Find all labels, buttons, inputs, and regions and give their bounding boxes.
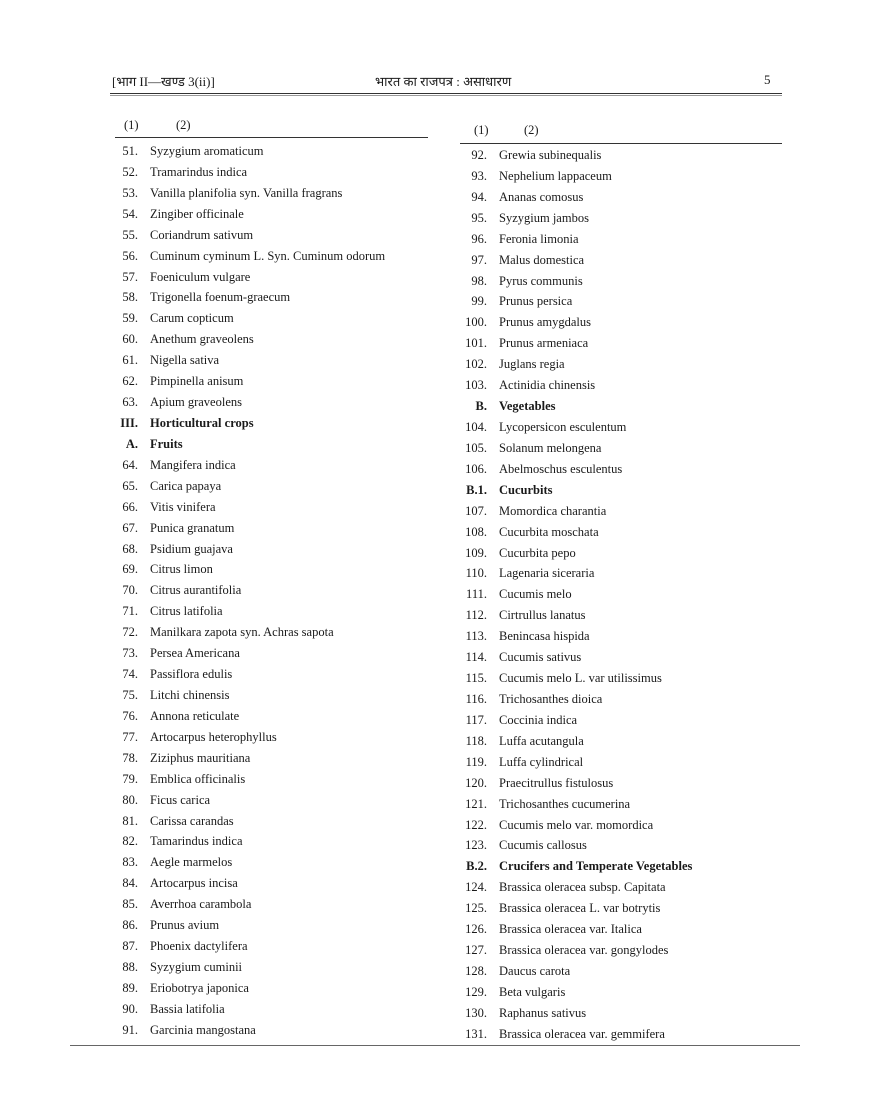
species-name: Benincasa hispida bbox=[499, 629, 590, 644]
item-number: 120. bbox=[465, 775, 487, 790]
item-number: 123. bbox=[465, 838, 487, 853]
list-item bbox=[112, 706, 432, 727]
item-number: A. bbox=[125, 436, 138, 451]
item-number: 128. bbox=[465, 963, 487, 978]
item-number: 119. bbox=[465, 754, 487, 769]
left-column-list bbox=[112, 141, 432, 1041]
list-item bbox=[460, 501, 790, 522]
item-number: 107. bbox=[465, 503, 487, 518]
item-number: 74. bbox=[122, 667, 138, 682]
species-name: Persea Americana bbox=[150, 646, 240, 661]
species-name: Citrus aurantifolia bbox=[150, 583, 242, 598]
species-name: Lagenaria siceraria bbox=[499, 566, 595, 581]
species-name: Citrus limon bbox=[150, 562, 213, 577]
item-number: 92. bbox=[471, 148, 487, 162]
item-number: 101. bbox=[465, 336, 487, 351]
species-name: Psidium guajava bbox=[150, 541, 233, 556]
item-number: 117. bbox=[465, 712, 487, 727]
item-number: 55. bbox=[122, 227, 138, 242]
list-item bbox=[112, 873, 432, 894]
item-number: 54. bbox=[122, 206, 138, 221]
item-number: 127. bbox=[465, 943, 487, 958]
right-column-header-2: (2) bbox=[524, 123, 539, 137]
species-name: Pyrus communis bbox=[499, 273, 583, 288]
item-number: 91. bbox=[122, 1022, 138, 1037]
item-number: 79. bbox=[122, 771, 138, 786]
item-number: 121. bbox=[465, 796, 487, 811]
list-item bbox=[112, 476, 432, 497]
species-name: Carica papaya bbox=[150, 478, 222, 493]
list-item bbox=[112, 559, 432, 580]
header-rule bbox=[110, 93, 782, 94]
list-item bbox=[460, 961, 790, 982]
item-number: 86. bbox=[122, 918, 138, 933]
item-number: 63. bbox=[122, 395, 138, 410]
species-name: Cucurbita moschata bbox=[499, 524, 599, 539]
list-item bbox=[112, 580, 432, 601]
section-heading bbox=[112, 434, 432, 455]
item-number: 80. bbox=[122, 792, 138, 807]
list-item bbox=[460, 815, 790, 836]
species-name: Nephelium lappaceum bbox=[499, 168, 612, 183]
item-number: 58. bbox=[122, 290, 138, 305]
list-item bbox=[460, 1003, 790, 1024]
item-number: 129. bbox=[465, 984, 487, 999]
list-item bbox=[112, 267, 432, 288]
list-item bbox=[112, 287, 432, 308]
species-name: Pimpinella anisum bbox=[150, 374, 244, 389]
species-name: Raphanus sativus bbox=[499, 1005, 587, 1020]
right-column-header-1: (1) bbox=[474, 123, 489, 137]
item-number: 70. bbox=[122, 583, 138, 598]
list-item bbox=[112, 392, 432, 413]
item-number: 106. bbox=[465, 461, 487, 476]
list-item bbox=[460, 229, 790, 250]
species-name: Actinidia chinensis bbox=[499, 378, 596, 393]
list-item bbox=[460, 877, 790, 898]
item-number: 53. bbox=[122, 185, 138, 200]
item-number: 75. bbox=[122, 687, 138, 702]
item-number: 60. bbox=[122, 332, 138, 347]
left-column-header-2: (2) bbox=[176, 118, 191, 132]
item-number: 118. bbox=[465, 733, 487, 748]
list-item bbox=[460, 145, 790, 166]
species-name: Trichosanthes cucumerina bbox=[499, 796, 631, 811]
species-name: Brassica oleracea var. Italica bbox=[499, 922, 642, 937]
list-item bbox=[460, 271, 790, 292]
item-number: 130. bbox=[465, 1005, 487, 1020]
species-name: Mangifera indica bbox=[150, 457, 236, 472]
list-item bbox=[460, 208, 790, 229]
species-name: Vanilla planifolia syn. Vanilla fragrans bbox=[150, 185, 343, 200]
list-item bbox=[112, 643, 432, 664]
item-number: III. bbox=[120, 415, 138, 430]
list-item bbox=[112, 1020, 432, 1041]
section-heading bbox=[112, 413, 432, 434]
list-item bbox=[460, 794, 790, 815]
list-item bbox=[112, 831, 432, 852]
list-item bbox=[460, 312, 790, 333]
list-item bbox=[460, 438, 790, 459]
list-item bbox=[112, 141, 432, 162]
list-item bbox=[112, 308, 432, 329]
species-name: Punica granatum bbox=[150, 520, 235, 535]
item-number: 125. bbox=[465, 901, 487, 916]
species-name: Lycopersicon esculentum bbox=[499, 419, 627, 434]
item-number: 131. bbox=[465, 1026, 487, 1041]
section-title: Cucurbits bbox=[499, 482, 553, 497]
item-number: 105. bbox=[465, 440, 487, 455]
species-name: Aegle marmelos bbox=[150, 855, 233, 870]
species-name: Beta vulgaris bbox=[499, 984, 566, 999]
species-name: Prunus avium bbox=[150, 918, 220, 933]
species-name: Brassica oleracea subsp. Capitata bbox=[499, 880, 666, 895]
species-name: Brassica oleracea L. var botrytis bbox=[499, 901, 661, 916]
item-number: 82. bbox=[122, 834, 138, 849]
species-name: Ficus carica bbox=[150, 792, 211, 807]
list-item bbox=[460, 731, 790, 752]
item-number: 83. bbox=[122, 855, 138, 870]
item-number: 122. bbox=[465, 817, 487, 832]
list-item bbox=[460, 919, 790, 940]
item-number: B.2. bbox=[466, 859, 487, 874]
list-item bbox=[112, 894, 432, 915]
species-name: Eriobotrya japonica bbox=[150, 980, 249, 995]
item-number: 78. bbox=[122, 750, 138, 765]
list-item bbox=[460, 333, 790, 354]
species-name: Abelmoschus esculentus bbox=[499, 461, 623, 476]
item-number: 108. bbox=[465, 524, 487, 539]
item-number: B. bbox=[475, 399, 487, 414]
species-name: Carissa carandas bbox=[150, 813, 234, 828]
species-name: Cucumis melo L. var utilissimus bbox=[499, 671, 662, 686]
species-name: Manilkara zapota syn. Achras sapota bbox=[150, 625, 334, 640]
list-item bbox=[460, 375, 790, 396]
list-item bbox=[460, 773, 790, 794]
item-number: 114. bbox=[465, 650, 487, 665]
section-heading bbox=[460, 480, 790, 501]
item-number: 81. bbox=[122, 813, 138, 828]
species-name: Cirtrullus lanatus bbox=[499, 608, 586, 623]
list-item bbox=[112, 350, 432, 371]
species-name: Prunus persica bbox=[499, 294, 573, 309]
list-item bbox=[460, 710, 790, 731]
running-header-section: [भाग II—खण्ड 3(ii)] bbox=[112, 74, 215, 89]
species-name: Vitis vinifera bbox=[150, 499, 216, 514]
list-item bbox=[460, 689, 790, 710]
section-title: Vegetables bbox=[499, 399, 556, 414]
item-number: 87. bbox=[122, 939, 138, 954]
list-item bbox=[460, 668, 790, 689]
species-name: Cucumis callosus bbox=[499, 838, 587, 853]
list-item bbox=[112, 246, 432, 267]
list-item bbox=[112, 371, 432, 392]
list-item bbox=[112, 601, 432, 622]
species-name: Cucumis sativus bbox=[499, 650, 582, 665]
list-item bbox=[460, 522, 790, 543]
item-number: 93. bbox=[471, 168, 487, 183]
species-name: Averrhoa carambola bbox=[150, 897, 252, 912]
item-number: 61. bbox=[122, 353, 138, 368]
section-title: Crucifers and Temperate Vegetables bbox=[499, 859, 693, 874]
list-item bbox=[460, 1024, 790, 1045]
item-number: 115. bbox=[465, 671, 487, 686]
right-column-list bbox=[460, 145, 790, 1045]
species-name: Zingiber officinale bbox=[150, 206, 244, 221]
species-name: Cucurbita pepo bbox=[499, 545, 576, 560]
item-number: 85. bbox=[122, 897, 138, 912]
list-item bbox=[112, 748, 432, 769]
list-item bbox=[460, 187, 790, 208]
item-number: 67. bbox=[122, 520, 138, 535]
item-number: 90. bbox=[122, 1001, 138, 1016]
list-item bbox=[460, 354, 790, 375]
item-number: 94. bbox=[471, 189, 487, 204]
list-item bbox=[112, 329, 432, 350]
species-name: Artocarpus incisa bbox=[150, 876, 238, 891]
item-number: 97. bbox=[471, 252, 487, 267]
species-name: Cucumis melo var. momordica bbox=[499, 817, 654, 832]
species-name: Cuminum cyminum L. Syn. Cuminum odorum bbox=[150, 248, 386, 263]
species-name: Prunus armeniaca bbox=[499, 336, 589, 351]
species-name: Solanum melongena bbox=[499, 440, 602, 455]
species-name: Syzygium jambos bbox=[499, 210, 589, 225]
item-number: 56. bbox=[122, 248, 138, 263]
species-name: Malus domestica bbox=[499, 252, 585, 267]
list-item bbox=[112, 936, 432, 957]
footer-rule bbox=[70, 1045, 800, 1046]
species-name: Grewia subinequalis bbox=[499, 148, 602, 162]
species-name: Coriandrum sativum bbox=[150, 227, 254, 242]
left-column-header-1: (1) bbox=[124, 118, 139, 132]
item-number: 100. bbox=[465, 315, 487, 330]
species-name: Prunus amygdalus bbox=[499, 315, 592, 330]
species-name: Anethum graveolens bbox=[150, 332, 254, 347]
item-number: 112. bbox=[465, 608, 487, 623]
species-name: Feronia limonia bbox=[499, 231, 579, 246]
item-number: 65. bbox=[122, 478, 138, 493]
list-item bbox=[460, 752, 790, 773]
list-item bbox=[112, 769, 432, 790]
species-name: Tramarindus indica bbox=[150, 164, 248, 179]
item-number: 77. bbox=[122, 729, 138, 744]
item-number: 52. bbox=[122, 164, 138, 179]
item-number: 72. bbox=[122, 625, 138, 640]
species-name: Emblica officinalis bbox=[150, 771, 246, 786]
species-name: Phoenix dactylifera bbox=[150, 939, 248, 954]
page-number: 5 bbox=[764, 72, 771, 87]
right-column-header-rule bbox=[460, 143, 782, 144]
species-name: Momordica charantia bbox=[499, 503, 607, 518]
list-item bbox=[112, 497, 432, 518]
list-item bbox=[112, 183, 432, 204]
species-name: Annona reticulate bbox=[150, 708, 240, 723]
list-item bbox=[460, 563, 790, 584]
item-number: 96. bbox=[471, 231, 487, 246]
list-item bbox=[460, 291, 790, 312]
section-heading bbox=[460, 396, 790, 417]
list-item bbox=[112, 915, 432, 936]
species-name: Luffa cylindrical bbox=[499, 754, 584, 769]
species-name: Nigella sativa bbox=[150, 353, 220, 368]
list-item bbox=[112, 539, 432, 560]
header-rule-secondary bbox=[110, 95, 782, 96]
item-number: B.1. bbox=[466, 482, 487, 497]
list-item bbox=[460, 584, 790, 605]
species-name: Syzygium aromaticum bbox=[150, 144, 264, 158]
list-item bbox=[460, 250, 790, 271]
species-name: Brassica oleracea var. gongylodes bbox=[499, 943, 669, 958]
list-item bbox=[460, 459, 790, 480]
species-name: Trigonella foenum-graecum bbox=[150, 290, 291, 305]
species-name: Juglans regia bbox=[499, 357, 565, 372]
list-item bbox=[460, 605, 790, 626]
list-item bbox=[112, 957, 432, 978]
item-number: 57. bbox=[122, 269, 138, 284]
item-number: 64. bbox=[122, 457, 138, 472]
item-number: 126. bbox=[465, 922, 487, 937]
item-number: 124. bbox=[465, 880, 487, 895]
left-column-header-rule bbox=[115, 137, 428, 138]
section-title: Horticultural crops bbox=[150, 415, 254, 430]
list-item bbox=[460, 166, 790, 187]
species-name: Ziziphus mauritiana bbox=[150, 750, 251, 765]
list-item bbox=[460, 835, 790, 856]
species-name: Foeniculum vulgare bbox=[150, 269, 251, 284]
list-item bbox=[460, 982, 790, 1003]
species-name: Daucus carota bbox=[499, 963, 571, 978]
list-item bbox=[112, 852, 432, 873]
list-item bbox=[112, 225, 432, 246]
item-number: 99. bbox=[471, 294, 487, 309]
item-number: 89. bbox=[122, 980, 138, 995]
list-item bbox=[112, 664, 432, 685]
list-item bbox=[112, 455, 432, 476]
item-number: 88. bbox=[122, 959, 138, 974]
list-item bbox=[112, 685, 432, 706]
list-item bbox=[112, 518, 432, 539]
item-number: 51. bbox=[122, 144, 138, 158]
item-number: 110. bbox=[465, 566, 487, 581]
item-number: 69. bbox=[122, 562, 138, 577]
list-item bbox=[460, 898, 790, 919]
species-name: Artocarpus heterophyllus bbox=[150, 729, 277, 744]
list-item bbox=[112, 790, 432, 811]
item-number: 62. bbox=[122, 374, 138, 389]
item-number: 113. bbox=[465, 629, 487, 644]
list-item bbox=[112, 162, 432, 183]
item-number: 98. bbox=[471, 273, 487, 288]
item-number: 59. bbox=[122, 311, 138, 326]
species-name: Bassia latifolia bbox=[150, 1001, 225, 1016]
species-name: Luffa acutangula bbox=[499, 733, 584, 748]
item-number: 71. bbox=[122, 604, 138, 619]
list-item bbox=[112, 622, 432, 643]
list-item bbox=[112, 727, 432, 748]
species-name: Coccinia indica bbox=[499, 712, 578, 727]
species-name: Praecitrullus fistulosus bbox=[499, 775, 614, 790]
species-name: Passiflora edulis bbox=[150, 667, 233, 682]
list-item bbox=[112, 999, 432, 1020]
species-name: Syzygium cuminii bbox=[150, 959, 243, 974]
list-item bbox=[460, 940, 790, 961]
list-item bbox=[112, 978, 432, 999]
list-item bbox=[460, 647, 790, 668]
species-name: Ananas comosus bbox=[499, 189, 584, 204]
item-number: 109. bbox=[465, 545, 487, 560]
item-number: 111. bbox=[466, 587, 487, 602]
species-name: Carum copticum bbox=[150, 311, 234, 326]
list-item bbox=[460, 417, 790, 438]
item-number: 104. bbox=[465, 419, 487, 434]
item-number: 66. bbox=[122, 499, 138, 514]
species-name: Garcinia mangostana bbox=[150, 1022, 256, 1037]
item-number: 84. bbox=[122, 876, 138, 891]
species-name: Citrus latifolia bbox=[150, 604, 223, 619]
species-name: Trichosanthes dioica bbox=[499, 691, 603, 706]
species-name: Apium graveolens bbox=[150, 395, 242, 410]
running-header-title: भारत का राजपत्र : असाधारण bbox=[375, 74, 512, 89]
list-item bbox=[460, 626, 790, 647]
section-heading bbox=[460, 856, 790, 877]
item-number: 116. bbox=[465, 691, 487, 706]
species-name: Litchi chinensis bbox=[150, 687, 230, 702]
species-name: Tamarindus indica bbox=[150, 834, 243, 849]
list-item bbox=[112, 204, 432, 225]
section-title: Fruits bbox=[150, 436, 183, 451]
item-number: 76. bbox=[122, 708, 138, 723]
item-number: 68. bbox=[122, 541, 138, 556]
item-number: 95. bbox=[471, 210, 487, 225]
list-item bbox=[460, 543, 790, 564]
species-name: Cucumis melo bbox=[499, 587, 572, 602]
item-number: 102. bbox=[465, 357, 487, 372]
item-number: 73. bbox=[122, 646, 138, 661]
item-number: 103. bbox=[465, 378, 487, 393]
list-item bbox=[112, 811, 432, 832]
species-name: Brassica oleracea var. gemmifera bbox=[499, 1026, 665, 1041]
